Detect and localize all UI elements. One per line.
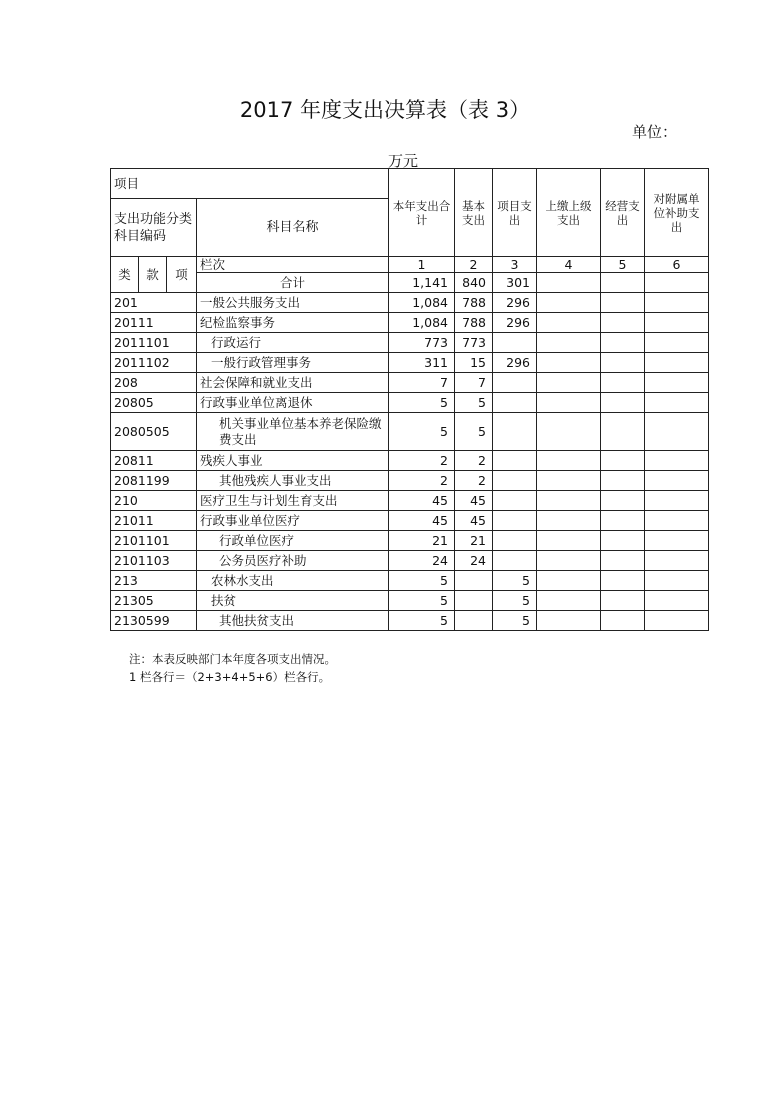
- row-c3: [493, 413, 537, 451]
- row-c1: 2: [389, 471, 455, 491]
- col-number: 1: [389, 257, 455, 273]
- table-row: [111, 451, 709, 471]
- row-name: 一般公共服务支出: [197, 293, 389, 313]
- total-label: 合计: [197, 273, 389, 293]
- row-c3: [493, 451, 537, 471]
- row-c1: 24: [389, 551, 455, 571]
- row-c2: 15: [455, 353, 493, 373]
- row-name: 社会保障和就业支出: [197, 373, 389, 393]
- row-name: 其他残疾人事业支出: [197, 471, 389, 491]
- expenditure-table: [110, 168, 709, 631]
- table-row: [111, 491, 709, 511]
- row-c1: 5: [389, 611, 455, 631]
- col-number: 3: [493, 257, 537, 273]
- row-name: 纪检监察事务: [197, 313, 389, 333]
- header-col-4: 上缴上级支出: [537, 169, 601, 257]
- row-code: 2130599: [111, 611, 197, 631]
- row-c1: 5: [389, 571, 455, 591]
- table-row: [111, 571, 709, 591]
- row-c3: 5: [493, 611, 537, 631]
- row-c1: 773: [389, 333, 455, 353]
- col-number: 2: [455, 257, 493, 273]
- row-c3: [493, 531, 537, 551]
- row-c1: 45: [389, 511, 455, 531]
- row-code: 2011101: [111, 333, 197, 353]
- row-code: 201: [111, 293, 197, 313]
- row-c1: 7: [389, 373, 455, 393]
- row-name: 扶贫: [197, 591, 389, 611]
- table-row: [111, 333, 709, 353]
- table-row: [111, 373, 709, 393]
- row-c1: 45: [389, 491, 455, 511]
- row-code: 2011102: [111, 353, 197, 373]
- row-code: 20111: [111, 313, 197, 333]
- row-c2: 788: [455, 293, 493, 313]
- page-title: 2017 年度支出决算表（表 3）: [239, 98, 531, 122]
- header-col-3: 项目支出: [493, 169, 537, 257]
- row-c3: [493, 511, 537, 531]
- row-name: 医疗卫生与计划生育支出: [197, 491, 389, 511]
- row-c1: 5: [389, 413, 455, 451]
- row-name: 行政单位医疗: [197, 531, 389, 551]
- row-code: 20805: [111, 393, 197, 413]
- table-row: [111, 353, 709, 373]
- row-name: 机关事业单位基本养老保险缴费支出: [197, 413, 389, 451]
- row-code: 2101103: [111, 551, 197, 571]
- total-c2: 840: [455, 273, 493, 293]
- row-name: 行政事业单位医疗: [197, 511, 389, 531]
- header-project: 项目: [111, 169, 389, 199]
- row-code: 213: [111, 571, 197, 591]
- row-c3: [493, 333, 537, 353]
- header-xiang: 项: [167, 257, 197, 293]
- header-lei: 类: [111, 257, 139, 293]
- table-row: [111, 293, 709, 313]
- total-c3: 301: [493, 273, 537, 293]
- row-code: 21011: [111, 511, 197, 531]
- row-code: 2081199: [111, 471, 197, 491]
- header-col-5: 经营支出: [601, 169, 645, 257]
- row-c2: [455, 571, 493, 591]
- row-c3: [493, 393, 537, 413]
- row-c1: 5: [389, 393, 455, 413]
- row-c2: [455, 611, 493, 631]
- row-c2: 5: [455, 393, 493, 413]
- header-subject-name: 科目名称: [197, 199, 389, 257]
- row-c3: [493, 373, 537, 393]
- table-row: [111, 393, 709, 413]
- row-c3: [493, 551, 537, 571]
- row-c1: 311: [389, 353, 455, 373]
- row-c2: 5: [455, 413, 493, 451]
- row-name: 公务员医疗补助: [197, 551, 389, 571]
- unit-label: 单位：: [632, 123, 678, 141]
- row-c2: [455, 591, 493, 611]
- row-c1: 2: [389, 451, 455, 471]
- header-col-6: 对附属单位补助支出: [645, 169, 709, 257]
- row-code: 2101101: [111, 531, 197, 551]
- row-c2: 45: [455, 511, 493, 531]
- row-c3: 296: [493, 353, 537, 373]
- header-col-2: 基本支出: [455, 169, 493, 257]
- table-row: [111, 531, 709, 551]
- row-c3: 5: [493, 571, 537, 591]
- row-code: 210: [111, 491, 197, 511]
- row-c3: [493, 491, 537, 511]
- table-row: [111, 313, 709, 333]
- header-col-1: 本年支出合计: [389, 169, 455, 257]
- unit-value: 万元: [388, 152, 419, 170]
- row-name: 行政事业单位离退休: [197, 393, 389, 413]
- row-code: 21305: [111, 591, 197, 611]
- row-code: 2080505: [111, 413, 197, 451]
- row-code: 20811: [111, 451, 197, 471]
- header-lanci: 栏次: [197, 257, 389, 273]
- row-c2: 788: [455, 313, 493, 333]
- row-name: 行政运行: [197, 333, 389, 353]
- table-row: [111, 591, 709, 611]
- table-row: [111, 413, 709, 451]
- row-name: 一般行政管理事务: [197, 353, 389, 373]
- row-name: 残疾人事业: [197, 451, 389, 471]
- row-c1: 1,084: [389, 293, 455, 313]
- row-code: 208: [111, 373, 197, 393]
- row-c2: 7: [455, 373, 493, 393]
- table-row: [111, 551, 709, 571]
- row-c3: 296: [493, 293, 537, 313]
- total-c1: 1,141: [389, 273, 455, 293]
- row-c2: 2: [455, 471, 493, 491]
- row-c3: 296: [493, 313, 537, 333]
- header-code-label: 支出功能分类科目编码: [111, 199, 197, 257]
- row-name: 农林水支出: [197, 571, 389, 591]
- row-c2: 21: [455, 531, 493, 551]
- row-c3: [493, 471, 537, 491]
- row-c2: 773: [455, 333, 493, 353]
- row-c1: 21: [389, 531, 455, 551]
- row-name: 其他扶贫支出: [197, 611, 389, 631]
- table-row: [111, 511, 709, 531]
- table-row: [111, 471, 709, 491]
- note-line-1: 注：本表反映部门本年度各项支出情况。: [129, 652, 336, 666]
- col-number: 4: [537, 257, 601, 273]
- row-c1: 5: [389, 591, 455, 611]
- row-c3: 5: [493, 591, 537, 611]
- row-c2: 45: [455, 491, 493, 511]
- col-number: 6: [645, 257, 709, 273]
- header-kuan: 款: [139, 257, 167, 293]
- row-c2: 24: [455, 551, 493, 571]
- row-c2: 2: [455, 451, 493, 471]
- col-number: 5: [601, 257, 645, 273]
- total-row: [111, 273, 709, 293]
- table-row: [111, 611, 709, 631]
- row-c1: 1,084: [389, 313, 455, 333]
- note-line-2: 1 栏各行＝（2+3+4+5+6）栏各行。: [129, 670, 331, 684]
